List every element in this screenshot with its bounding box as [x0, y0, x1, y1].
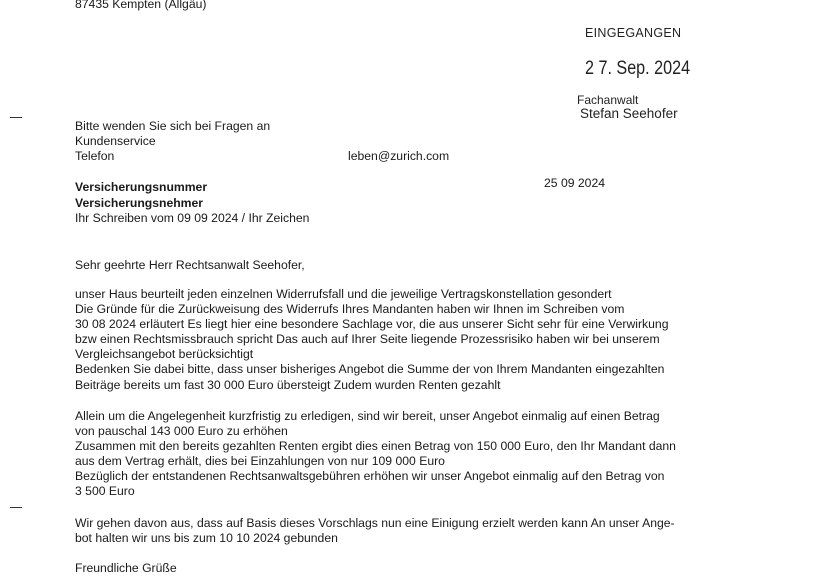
body-line: Beiträge bereits um fast 30 000 Euro übersteigt Zudem wurden Renten gezahlt	[75, 377, 501, 392]
stamp-date: 2 7. Sep. 2024	[585, 58, 691, 79]
body-line: Vergleichsangebot berücksichtigt	[75, 347, 254, 362]
body-line: Die Gründe für die Zurückweisung des Widerrufs Ihres Mandanten haben wir Ihnen im Schreiben vom	[75, 302, 625, 317]
body-line: bzw einen Rechtsmissbrauch spricht Das auch auf Ihrer Seite liegende Prozessrisiko haben wir bei unserem	[75, 332, 660, 347]
contact-line-2: Kundenservice	[75, 134, 156, 148]
fold-mark-top	[10, 117, 22, 118]
body-line: Bezüglich der entstandenen Rechtsanwaltsgebühren erhöhen wir unser Angebot einmalig auf den Betrag von	[75, 469, 665, 484]
fold-mark-bottom	[10, 507, 22, 508]
body-line: aus dem Vertrag erhält, dies bei Einzahlungen von nur 109 000 Euro	[75, 454, 445, 469]
closing: Freundliche Grüße	[75, 561, 177, 575]
contact-phone-label: Telefon	[75, 149, 115, 163]
body-paragraph-2	[75, 409, 676, 500]
contact-email: leben@zurich.com	[348, 149, 450, 163]
body-line: unser Haus beurteilt jeden einzelnen Widerrufsfall und die jeweilige Vertragskonstellation gesondert	[75, 287, 612, 301]
stamp-dept: Fachanwalt	[577, 93, 639, 107]
stamp-name: Stefan Seehofer	[580, 106, 678, 121]
body-line: Wir gehen davon aus, dass auf Basis dieses Vorschlags nun eine Einigung erzielt werden kann An unser Ange-	[75, 516, 675, 530]
body-line: Zusammen mit den bereits gezahlten Renten ergibt dies einen Betrag von 150 000 Euro, den Ihr Mandant dann	[75, 439, 676, 454]
letter-reference: Ihr Schreiben vom 09 09 2024 / Ihr Zeichen	[75, 211, 310, 225]
body-line: Bedenken Sie dabei bitte, dass unser bisheriges Angebot die Summe der von Ihrem Mandanten eingezahlten	[75, 362, 665, 377]
body-line: von pauschal 143 000 Euro zu erhöhen	[75, 424, 288, 439]
sender-address: 87435 Kempten (Allgäu)	[75, 0, 207, 11]
policy-number-label: Versicherungsnummer	[75, 180, 208, 194]
body-paragraph-3	[75, 516, 675, 546]
stamp-received: EINGEGANGEN	[585, 26, 682, 40]
policy-holder-label: Versicherungsnehmer	[75, 196, 204, 210]
letter-date: 25 09 2024	[544, 176, 605, 190]
body-line: 30 08 2024 erläutert Es liegt hier eine besondere Sachlage vor, die aus unserer Sicht sehr für eine Verwirkung	[75, 317, 669, 332]
body-line: 3 500 Euro	[75, 484, 135, 499]
body-paragraph-1	[75, 287, 669, 393]
salutation: Sehr geehrte Herr Rechtsanwalt Seehofer,	[75, 258, 305, 272]
body-line: bot halten wir uns bis zum 10 10 2024 gebunden	[75, 531, 338, 546]
contact-line-1: Bitte wenden Sie sich bei Fragen an	[75, 119, 271, 133]
body-line: Allein um die Angelegenheit kurzfristig zu erledigen, sind wir bereit, unser Angebot einmalig auf einen Betrag	[75, 409, 660, 423]
